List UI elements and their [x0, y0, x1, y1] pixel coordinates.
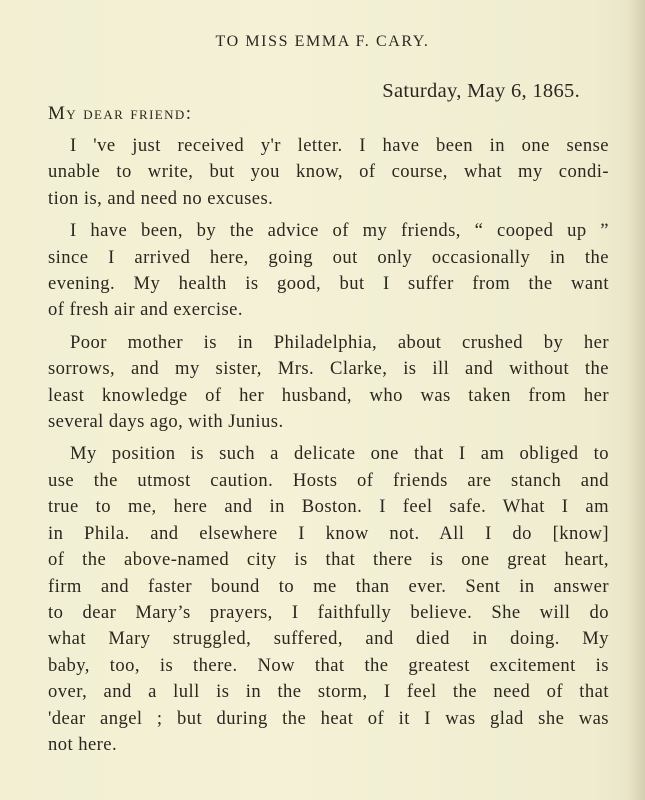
- text-line: of the above-named city is that there is one great heart,: [48, 549, 609, 571]
- paragraph-3: [48, 330, 609, 436]
- text-line: tion is, and need no excuses.: [48, 187, 274, 209]
- text-line: least knowledge of her husband, who was taken from her: [48, 384, 609, 406]
- text-line: Poor mother is in Philadelphia, about crushed by her: [70, 331, 609, 353]
- text-line: to dear Mary’s prayers, I faithfully believe. She will do: [48, 601, 609, 623]
- text-line: sorrows, and my sister, Mrs. Clarke, is ill and without the: [48, 358, 609, 380]
- text-line: since I arrived here, going out only occasionally in the: [48, 246, 609, 268]
- text-line: 'dear angel ; but during the heat of it I was glad she was: [48, 707, 609, 729]
- paragraph-2: [48, 218, 609, 324]
- text-line: use the utmost caution. Hosts of friends are stanch and: [48, 469, 609, 491]
- text-line: in Phila. and elsewhere I know not. All I do [know]: [48, 522, 609, 544]
- paragraph-1: [48, 133, 609, 212]
- letter-body: [48, 133, 609, 764]
- text-line: unable to write, but you know, of course, what my condi-: [48, 161, 609, 183]
- text-line: I have been, by the advice of my friends, “ cooped up ”: [70, 220, 609, 242]
- page-edge-shadow: [627, 0, 645, 800]
- salutation-text: My dear friend:: [48, 103, 193, 124]
- text-line: firm and faster bound to me than ever. Sent in answer: [48, 575, 609, 597]
- text-line: not here.: [48, 733, 118, 755]
- paragraph-4: [48, 441, 609, 758]
- text-line: I 've just received y'r letter. I have been in one sense: [70, 135, 609, 156]
- text-line: evening. My health is good, but I suffer from the want: [48, 273, 609, 295]
- text-line: over, and a lull is in the storm, I feel the need of that: [48, 681, 609, 703]
- letter-salutation: [48, 103, 192, 125]
- text-line: My position is such a delicate one that I am obliged to: [70, 443, 609, 465]
- text-line: baby, too, is there. Now that the greatest excitement is: [48, 654, 609, 676]
- text-line: true to me, here and in Boston. I feel safe. What I am: [48, 496, 609, 518]
- running-head: TO MISS EMMA F. CARY.: [215, 33, 430, 50]
- text-line: of fresh air and exercise.: [48, 299, 243, 321]
- text-line: several days ago, with Junius.: [48, 411, 284, 433]
- letter-date: Saturday, May 6, 1865.: [382, 80, 580, 102]
- text-line: what Mary struggled, suffered, and died in doing. My: [48, 628, 609, 650]
